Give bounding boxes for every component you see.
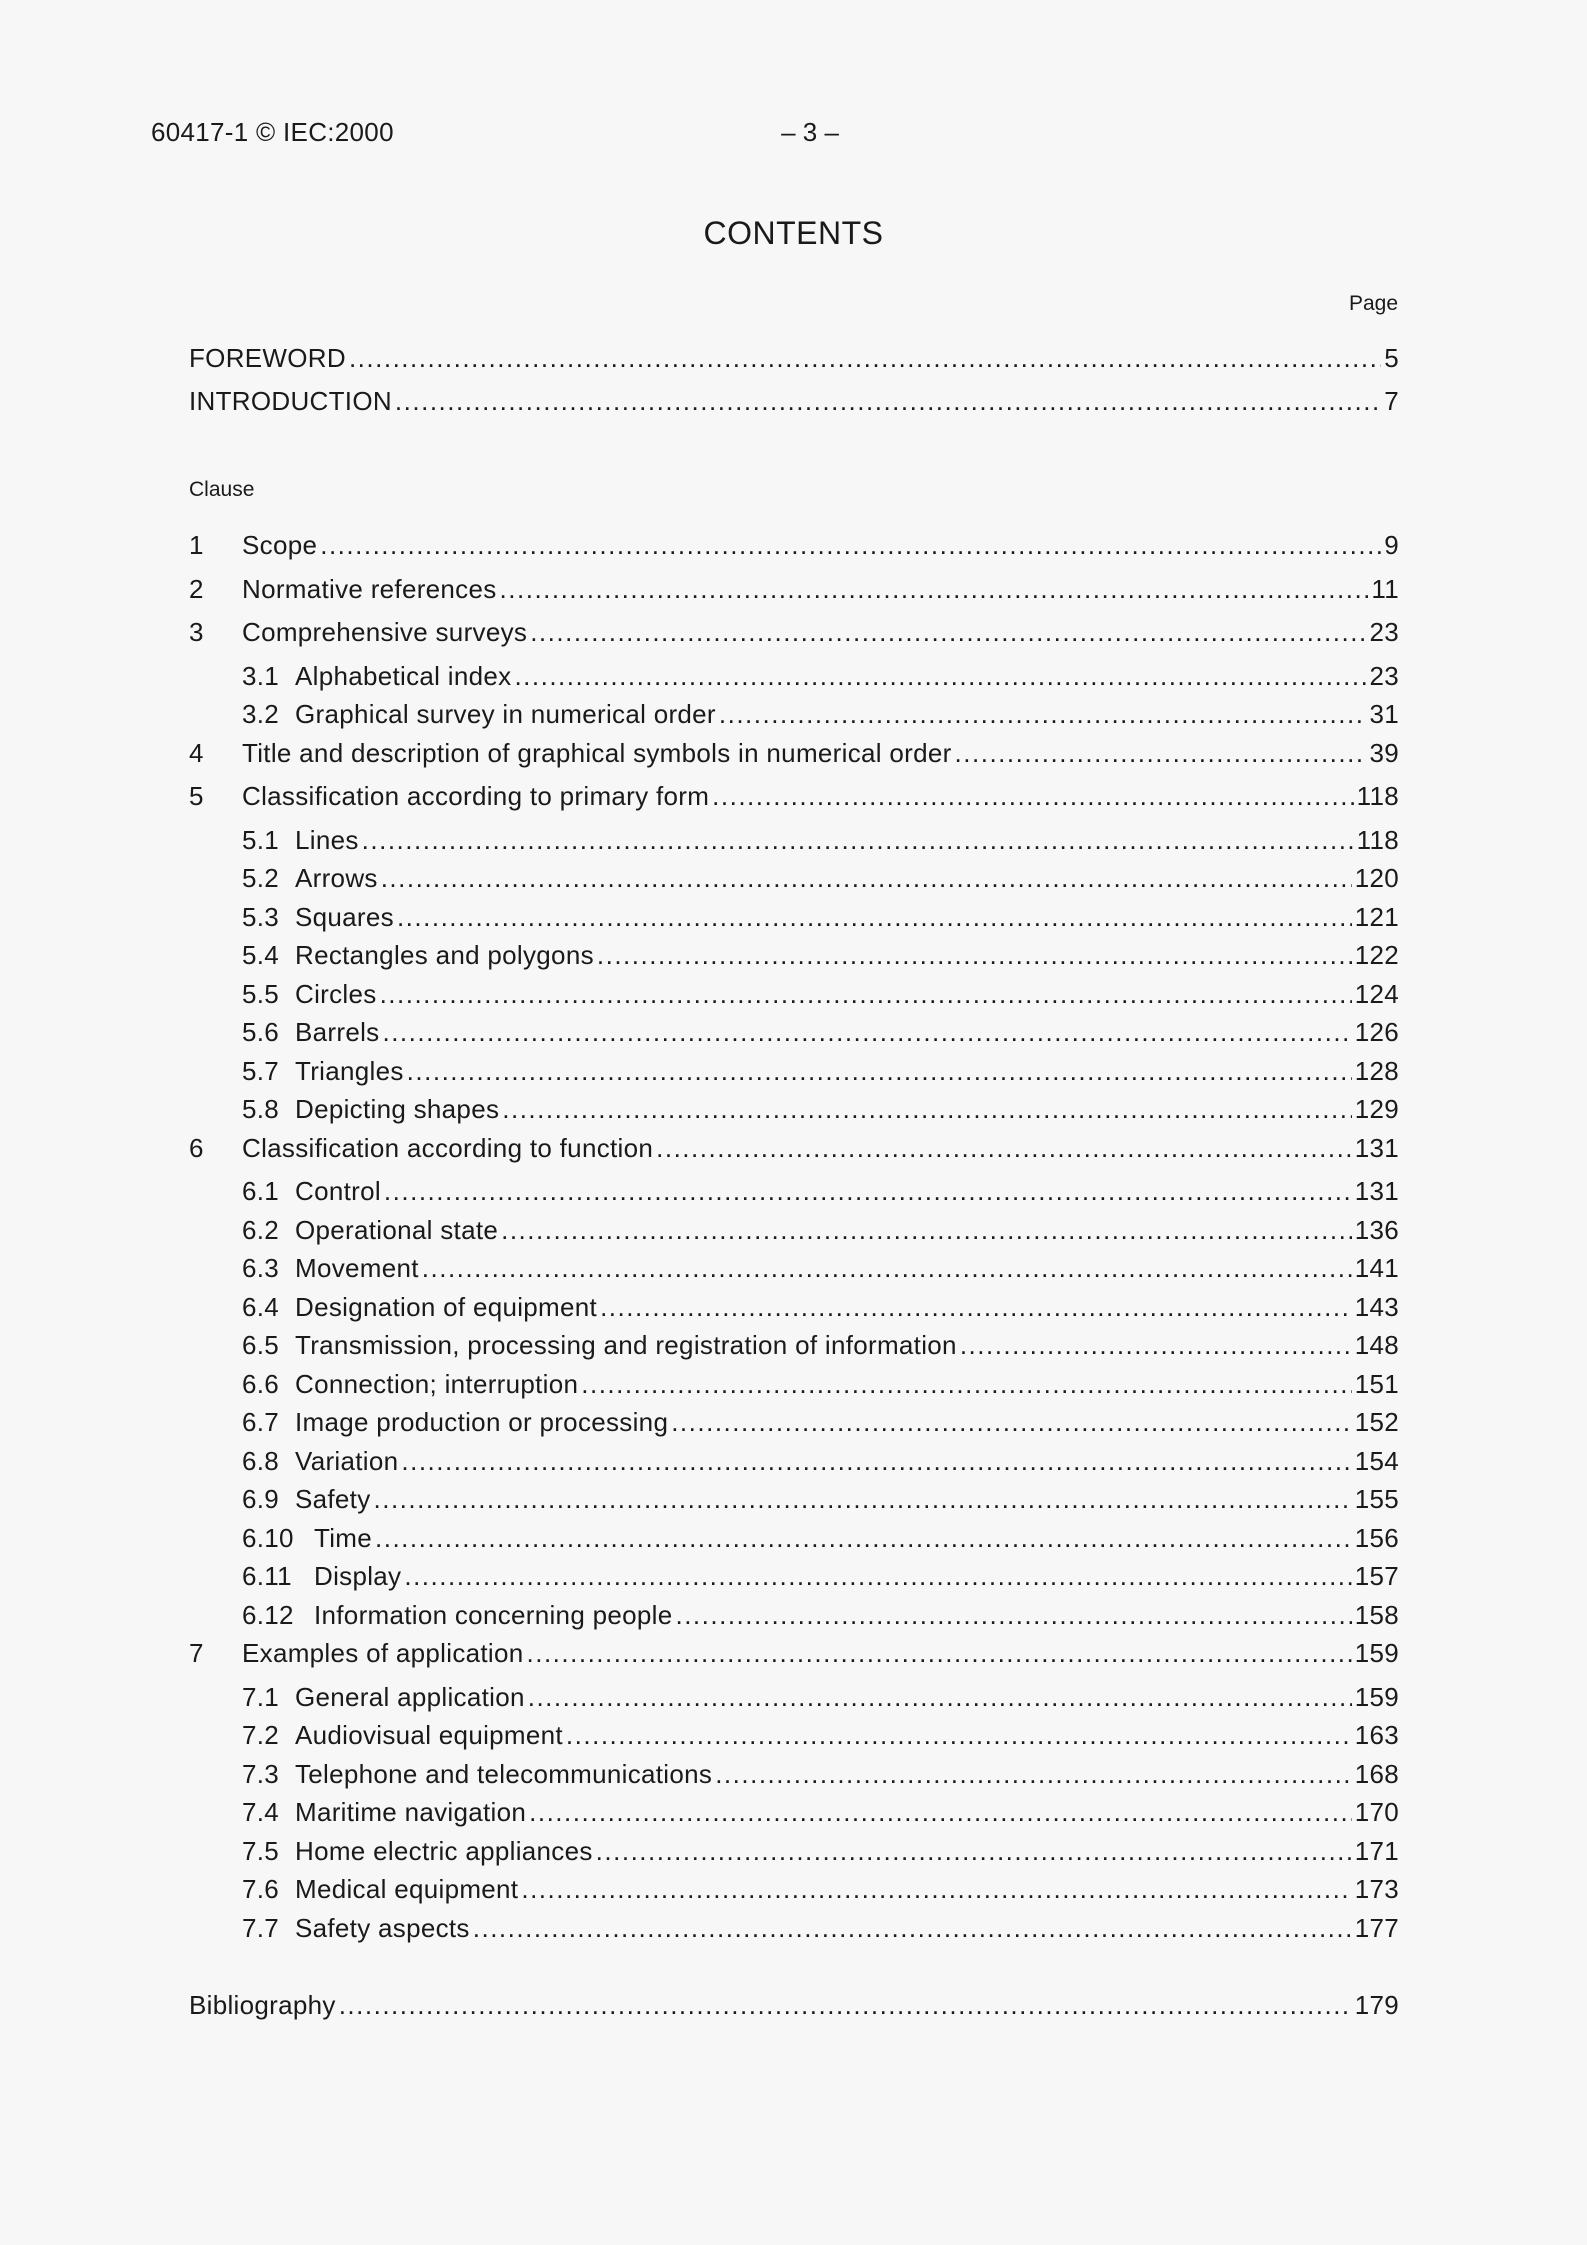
toc-entry-page: 9 <box>1384 530 1399 560</box>
toc-entry-label: Variation <box>295 1446 399 1476</box>
toc-entry-page: 173 <box>1354 1874 1399 1904</box>
toc-entry-number: 6.7 <box>242 1407 280 1437</box>
toc-entry-bibliography[interactable] <box>189 1989 1399 2021</box>
toc-entry-label: Home electric appliances <box>295 1836 593 1866</box>
dot-leader <box>530 616 1366 648</box>
toc-entry-label: Normative references <box>242 574 497 604</box>
toc-entry-label: FOREWORD <box>189 343 346 373</box>
toc-entry-label: Safety <box>295 1484 371 1514</box>
toc-entry-label: Control <box>295 1176 381 1206</box>
toc-subentry[interactable] <box>242 1252 1399 1284</box>
dot-leader <box>712 780 1353 812</box>
toc-entry-label: Safety aspects <box>295 1913 470 1943</box>
toc-entry-label: Alphabetical index <box>295 661 512 691</box>
toc-subentry[interactable] <box>242 698 1399 730</box>
toc-entry-page: 131 <box>1354 1133 1399 1163</box>
toc-subentry[interactable] <box>242 1758 1399 1790</box>
toc-entry-page: 11 <box>1371 574 1399 604</box>
toc-entry-label: Triangles <box>295 1056 404 1086</box>
toc-entry-number: 7.3 <box>242 1759 280 1789</box>
toc-entry-page: 5 <box>1384 343 1399 373</box>
toc-subentry[interactable] <box>242 1681 1399 1713</box>
toc-entry-number: 6.4 <box>242 1292 280 1322</box>
running-header-left: 60417-1 © IEC:2000 <box>151 117 394 147</box>
toc-entry-label: Circles <box>295 979 377 1009</box>
toc-entry-number: 7.6 <box>242 1874 280 1904</box>
toc-entry-number: 7.4 <box>242 1797 280 1827</box>
toc-entry[interactable] <box>189 529 1399 561</box>
dot-leader <box>473 1912 1352 1944</box>
toc-entry-label: Barrels <box>295 1017 380 1047</box>
toc-entry-label: Bibliography <box>189 1990 336 2020</box>
toc-entry-number: 3 <box>189 617 204 647</box>
toc-entry-page: 171 <box>1354 1836 1399 1866</box>
dot-leader <box>362 824 1354 856</box>
toc-entry-number: 3.2 <box>242 699 280 729</box>
toc-entry-label: Information concerning people <box>314 1600 673 1630</box>
toc-subentry[interactable] <box>242 1214 1399 1246</box>
toc-subentry[interactable] <box>242 1560 1399 1592</box>
toc-entry-page: 151 <box>1354 1369 1399 1399</box>
toc-subentry[interactable] <box>242 1291 1399 1323</box>
toc-entry-label: Audiovisual equipment <box>295 1720 563 1750</box>
toc-entry-number: 6.1 <box>242 1176 280 1206</box>
toc-entry-page: 129 <box>1354 1094 1399 1124</box>
toc-entry-number: 7.5 <box>242 1836 280 1866</box>
toc-entry-number: 6.5 <box>242 1330 280 1360</box>
toc-entry-page: 170 <box>1354 1797 1399 1827</box>
toc-entry-label: Examples of application <box>242 1638 524 1668</box>
toc-subentry[interactable] <box>242 939 1399 971</box>
toc-entry-label: Operational state <box>295 1215 499 1245</box>
toc-entry-number: 6.6 <box>242 1369 280 1399</box>
toc-entry-page: 159 <box>1354 1682 1399 1712</box>
toc-entry-number: 6.2 <box>242 1215 280 1245</box>
toc-entry-foreword[interactable] <box>189 342 1399 374</box>
toc-entry-page: 148 <box>1354 1330 1399 1360</box>
dot-leader <box>422 1252 1352 1284</box>
toc-entry-page: 168 <box>1354 1759 1399 1789</box>
toc-entry-number: 6.10 <box>242 1523 294 1553</box>
toc-subentry[interactable] <box>242 1093 1399 1125</box>
dot-leader <box>955 737 1367 769</box>
toc-entry-label: Lines <box>295 825 359 855</box>
toc-entry-page: 152 <box>1354 1407 1399 1437</box>
toc-entry-label: Display <box>314 1561 402 1591</box>
toc-entry-label: Telephone and telecommunications <box>295 1759 713 1789</box>
toc-entry-page: 179 <box>1354 1990 1399 2020</box>
dot-leader <box>382 1016 1351 1048</box>
dot-leader <box>527 1637 1352 1669</box>
toc-entry-page: 131 <box>1354 1176 1399 1206</box>
toc-entry-page: 23 <box>1369 617 1399 647</box>
toc-entry-number: 7 <box>189 1638 204 1668</box>
dot-leader <box>397 901 1352 933</box>
toc-entry-label: Classification according to primary form <box>242 781 710 811</box>
toc-entry-page: 177 <box>1354 1913 1399 1943</box>
toc-entry-page: 7 <box>1384 386 1399 416</box>
dot-leader <box>404 1560 1351 1592</box>
toc-entry-label: Time <box>314 1523 373 1553</box>
toc-entry-number: 1 <box>189 530 204 560</box>
toc-entry[interactable] <box>189 616 1399 648</box>
dot-leader <box>374 1483 1352 1515</box>
toc-entry-page: 23 <box>1369 661 1399 691</box>
toc-entry-label: Medical equipment <box>295 1874 519 1904</box>
page-title: CONTENTS <box>703 215 884 251</box>
toc-entry-page: 143 <box>1354 1292 1399 1322</box>
toc-subentry[interactable] <box>242 1835 1399 1867</box>
toc-subentry[interactable] <box>242 1368 1399 1400</box>
dot-leader <box>528 1681 1352 1713</box>
dot-leader <box>401 1445 1351 1477</box>
dot-leader <box>960 1329 1352 1361</box>
toc-subentry[interactable] <box>242 901 1399 933</box>
toc-entry-label: Designation of equipment <box>295 1292 598 1322</box>
toc-subentry[interactable] <box>242 978 1399 1010</box>
toc-entry-label: Squares <box>295 902 394 932</box>
toc-subentry[interactable] <box>242 660 1399 692</box>
toc-entry-label: Connection; interruption <box>295 1369 579 1399</box>
dot-leader <box>349 342 1381 374</box>
toc-entry-number: 4 <box>189 738 204 768</box>
dot-leader <box>380 978 1352 1010</box>
dot-leader <box>671 1406 1352 1438</box>
dot-leader <box>375 1522 1352 1554</box>
dot-leader <box>501 1214 1352 1246</box>
toc-entry-number: 7.7 <box>242 1913 280 1943</box>
toc-entry-page: 124 <box>1354 979 1399 1009</box>
dot-leader <box>656 1132 1352 1164</box>
toc-entry-label: Depicting shapes <box>295 1094 500 1124</box>
toc-entry-label: Arrows <box>295 863 378 893</box>
dot-leader <box>339 1989 1352 2021</box>
toc-entry-number: 5.2 <box>242 863 280 893</box>
dot-leader <box>719 698 1367 730</box>
toc-entry-label: INTRODUCTION <box>189 386 392 416</box>
toc-entry-label: Graphical survey in numerical order <box>295 699 716 729</box>
page-number-header: – 3 – <box>781 117 839 147</box>
toc-subentry[interactable] <box>242 1016 1399 1048</box>
toc-entry[interactable] <box>189 1132 1399 1164</box>
toc-entry-number: 6.3 <box>242 1253 280 1283</box>
toc-entry-number: 6.8 <box>242 1446 280 1476</box>
toc-subentry[interactable] <box>242 824 1399 856</box>
toc-subentry[interactable] <box>242 1912 1399 1944</box>
toc-entry-page: 157 <box>1354 1561 1399 1591</box>
dot-leader <box>381 862 1352 894</box>
toc-entry-label: Title and description of graphical symbols in numerical order <box>242 738 952 768</box>
toc-entry-page: 118 <box>1356 825 1399 855</box>
toc-entry-label: Transmission, processing and registration of information <box>295 1330 957 1360</box>
toc-subentry[interactable] <box>242 1329 1399 1361</box>
toc-subentry[interactable] <box>242 1873 1399 1905</box>
toc-entry[interactable] <box>189 737 1399 769</box>
toc-subentry[interactable] <box>242 1522 1399 1554</box>
toc-entry[interactable] <box>189 1637 1399 1669</box>
toc-entry-label: Image production or processing <box>295 1407 669 1437</box>
toc-entry-number: 5.7 <box>242 1056 280 1086</box>
toc-subentry[interactable] <box>242 1445 1399 1477</box>
toc-entry-number: 5.8 <box>242 1094 280 1124</box>
toc-entry-page: 122 <box>1354 940 1399 970</box>
dot-leader <box>566 1719 1352 1751</box>
toc-entry-page: 118 <box>1356 781 1399 811</box>
dot-leader <box>514 660 1366 692</box>
dot-leader <box>596 1835 1352 1867</box>
dot-leader <box>675 1599 1351 1631</box>
dot-leader <box>500 573 1369 605</box>
dot-leader <box>320 529 1381 561</box>
toc-entry-label: General application <box>295 1682 525 1712</box>
toc-entry-label: Rectangles and polygons <box>295 940 594 970</box>
toc-entry-page: 155 <box>1354 1484 1399 1514</box>
dot-leader <box>597 939 1352 971</box>
dot-leader <box>529 1796 1352 1828</box>
toc-entry-number: 2 <box>189 574 204 604</box>
toc-entry-number: 7.2 <box>242 1720 280 1750</box>
toc-entry-number: 5.3 <box>242 902 280 932</box>
toc-entry-page: 156 <box>1354 1523 1399 1553</box>
toc-entry-page: 163 <box>1354 1720 1399 1750</box>
toc-entry-label: Comprehensive surveys <box>242 617 528 647</box>
toc-subentry[interactable] <box>242 1055 1399 1087</box>
dot-leader <box>395 385 1381 417</box>
clause-column-label: Clause <box>189 478 255 501</box>
toc-subentry[interactable] <box>242 1175 1399 1207</box>
toc-entry-number: 6.9 <box>242 1484 280 1514</box>
dot-leader <box>715 1758 1352 1790</box>
toc-entry-number: 3.1 <box>242 661 280 691</box>
toc-entry-number: 6 <box>189 1133 204 1163</box>
toc-entry-page: 141 <box>1354 1253 1399 1283</box>
dot-leader <box>384 1175 1352 1207</box>
toc-subentry[interactable] <box>242 862 1399 894</box>
toc-entry-page: 126 <box>1354 1017 1399 1047</box>
page-column-label: Page <box>1348 292 1398 315</box>
toc-entry-page: 31 <box>1369 699 1399 729</box>
toc-subentry[interactable] <box>242 1483 1399 1515</box>
toc-entry-label: Maritime navigation <box>295 1797 527 1827</box>
toc-entry-number: 5.4 <box>242 940 280 970</box>
toc-entry-number: 5.1 <box>242 825 280 855</box>
toc-entry-label: Movement <box>295 1253 419 1283</box>
dot-leader <box>600 1291 1352 1323</box>
toc-entry-page: 154 <box>1354 1446 1399 1476</box>
toc-entry[interactable] <box>189 780 1399 812</box>
toc-entry-number: 6.12 <box>242 1600 294 1630</box>
toc-entry-page: 136 <box>1354 1215 1399 1245</box>
toc-entry-label: Classification according to function <box>242 1133 654 1163</box>
toc-entry-introduction[interactable] <box>189 385 1399 417</box>
toc-subentry[interactable] <box>242 1406 1399 1438</box>
toc-entry[interactable] <box>189 573 1399 605</box>
toc-subentry[interactable] <box>242 1719 1399 1751</box>
toc-entry-number: 7.1 <box>242 1682 280 1712</box>
toc-entry-number: 5.6 <box>242 1017 280 1047</box>
toc-entry-number: 5.5 <box>242 979 280 1009</box>
toc-subentry[interactable] <box>242 1599 1399 1631</box>
toc-entry-page: 121 <box>1354 902 1399 932</box>
toc-subentry[interactable] <box>242 1796 1399 1828</box>
dot-leader <box>581 1368 1351 1400</box>
toc-entry-page: 159 <box>1354 1638 1399 1668</box>
toc-entry-page: 39 <box>1369 738 1399 768</box>
toc-entry-page: 128 <box>1354 1056 1399 1086</box>
toc-entry-page: 158 <box>1354 1600 1399 1630</box>
toc-entry-label: Scope <box>242 530 318 560</box>
dot-leader <box>521 1873 1351 1905</box>
dot-leader <box>407 1055 1352 1087</box>
toc-entry-page: 120 <box>1354 863 1399 893</box>
dot-leader <box>502 1093 1351 1125</box>
toc-entry-number: 5 <box>189 781 204 811</box>
toc-entry-number: 6.11 <box>242 1561 292 1591</box>
